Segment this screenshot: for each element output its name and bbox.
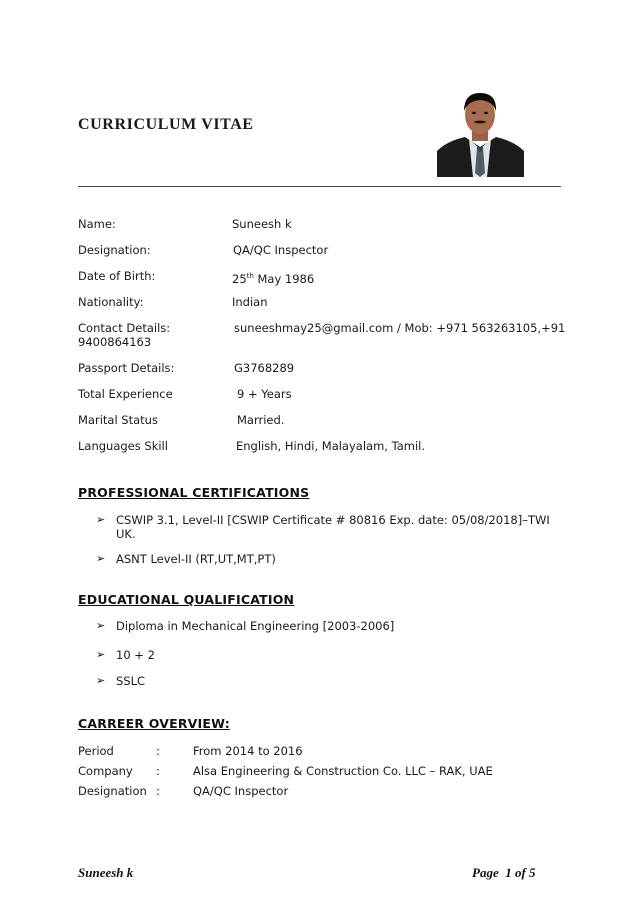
footer-name: Suneesh k (78, 865, 134, 880)
page-total: of 5 (514, 865, 536, 880)
certifications-heading: PROFESSIONAL CERTIFICATIONS (78, 485, 310, 500)
education-item: Diploma in Mechanical Engineering [2003-2006] (116, 619, 395, 633)
career-heading: CARREER OVERVIEW: (78, 716, 230, 731)
career-label: Company (78, 764, 133, 778)
bullet-arrow-icon: ➢ (96, 648, 106, 661)
contact-value: suneeshmay25@gmail.com / Mob: +971 563263105,+91 (234, 321, 566, 335)
marital-value: Married. (237, 413, 285, 427)
bullet-arrow-icon: ➢ (96, 513, 106, 526)
dob-value (232, 269, 314, 286)
dob-label: Date of Birth: (78, 269, 156, 283)
contact-label: Contact Details: (78, 321, 171, 335)
person-photo-icon (437, 89, 524, 177)
career-value: Alsa Engineering & Construction Co. LLC – RAK, UAE (193, 764, 493, 778)
certification-item: ASNT Level-II (RT,UT,MT,PT) (116, 552, 276, 566)
bullet-arrow-icon: ➢ (96, 674, 106, 687)
certification-line: CSWIP 3.1, Level-II [CSWIP Certificate # 80816 Exp. date: 05/08/2018]–TWI (116, 513, 550, 527)
certification-line: UK. (116, 527, 136, 541)
bullet-arrow-icon: ➢ (96, 619, 106, 632)
document-title: CURRICULUM VITAE (78, 116, 254, 133)
dob-suffix: th (246, 272, 254, 280)
career-value: QA/QC Inspector (193, 784, 289, 798)
education-heading: EDUCATIONAL QUALIFICATION (78, 592, 295, 607)
dob-month-year: May 1986 (253, 271, 315, 286)
career-separator: : (156, 784, 160, 798)
languages-label: Languages Skill (78, 439, 168, 453)
certification-item (116, 513, 556, 541)
dob-day: 25 (232, 271, 247, 286)
name-label: Name: (78, 217, 116, 231)
career-value: From 2014 to 2016 (193, 744, 303, 758)
languages-value: English, Hindi, Malayalam, Tamil. (236, 439, 426, 453)
education-item: SSLC (116, 674, 146, 688)
header-divider (78, 186, 561, 187)
career-separator: : (156, 764, 160, 778)
career-label: Designation (78, 784, 147, 798)
name-value: Suneesh k (232, 217, 292, 231)
nationality-value: Indian (232, 295, 268, 309)
profile-photo (437, 89, 524, 177)
education-item: 10 + 2 (116, 648, 155, 662)
marital-label: Marital Status (78, 413, 158, 427)
nationality-label: Nationality: (78, 295, 144, 309)
experience-value: 9 + Years (237, 387, 292, 401)
experience-label: Total Experience (78, 387, 173, 401)
page-current: 1 (505, 865, 512, 880)
designation-value: QA/QC Inspector (233, 243, 329, 257)
bullet-arrow-icon: ➢ (96, 552, 106, 565)
passport-label: Passport Details: (78, 361, 175, 375)
page-number (472, 865, 536, 881)
career-label: Period (78, 744, 114, 758)
page-label: Page (472, 865, 499, 880)
passport-value: G3768289 (234, 361, 295, 375)
contact-value-wrap: 9400864163 (78, 335, 152, 349)
career-separator: : (156, 744, 160, 758)
designation-label: Designation: (78, 243, 151, 257)
